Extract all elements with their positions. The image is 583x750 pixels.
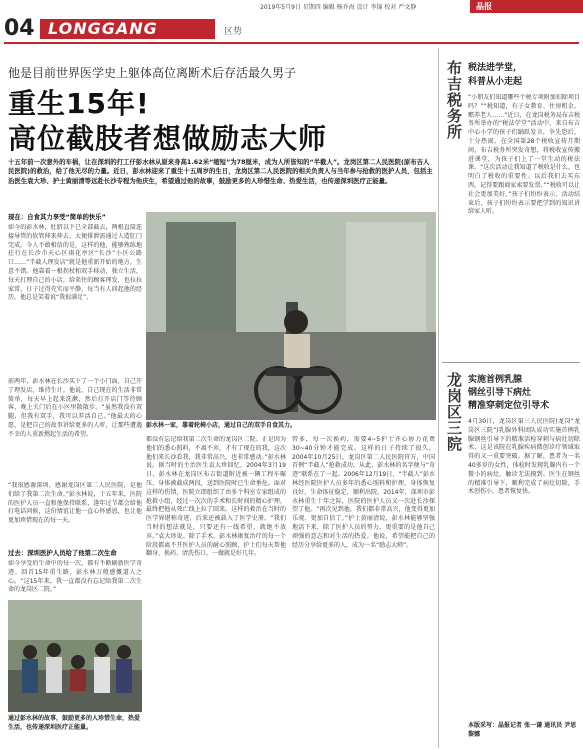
subhead-past: 过去：深圳医护人员给了他第二次生命 [8,549,117,557]
col1-para-d: 如今享受的生命中的每一次，都有不断刷新医学奇迹。回首15年重生路，彭水林万般感慨道人之心。“这15年来，我一直都没有忘记给我第二次生命的龙岗区二院。” [8,560,142,594]
photo-main [146,212,436,420]
col1-para-c: “我很感谢深圳，感谢龙岗区第二人民医院，是他们给了我第二次生命。”彭水林说，十五年来，医院的医护人员一直和他保持联系，逢年过节都会给他打电话问候，这份情谊让他一直心怀感恩，也让他更加珍惜现在的每一天。 [8,482,142,525]
subhead-present: 现在：自食其力享受“简单的快乐” [8,213,106,221]
sidebar-title-2c: 精准穿刺定位引导术 [468,401,550,411]
sidebar-label-1: 布吉税务所 [445,60,463,140]
page-number: 04 [4,16,35,41]
article-lead: 十五年前一次意外的车祸，让在深圳的打工仔彭水林从原来身高1.62米“缩短”为78厘米，成为人所皆知的“半截人”。龙岗区第二人民医院(原布吉人民医院)的救治，给了他无尽的力量。近日，彭水林迎来了重生十五周岁的生日，龙岗区第二人民医院的相关负责人与当年参与抢救的医护人员，包括主治医生袁大珍、护士黄丽清等远赴长沙专程为他庆生，希望通过他的故事，鼓励更多的人珍惜生命、热爱生活，也传递深圳医疗正能量。 [8,158,433,185]
sidebar-title-1a: 税法进学堂， [468,63,523,73]
photo-group-caption: 通过彭水林的故事，鼓励更多的人珍惜生命，热爱生活，也传递深圳医疗正能量。 [8,715,141,731]
col1-para-a: 如今的彭水林，肚脐以下已全部截去，两根直筒连接导管的软管伸来伸去，大便排泄需通过人造肛门完成。今人不敢相信的是，这样的他，能够熟练地拄行在长沙市天心区雨花亭区“长沙”小区公路口……“半截人理发店”就是他重新开始的地方，生意不错。他靠着一根拐杖和双手移动，独立生活，每天打理自己的小店，给来往的顾客理发，也拉拉家常，日子过得充实而平静。每当有人问起他的经历，他总是笑着说“我很满足”。 [8,224,142,302]
section-title: LONGGANG [48,19,158,38]
sidebar-title-2b: 钢丝引导下病灶 [468,388,532,398]
col3-text: 管多，每一次换药，需要4~5护士齐心协力花费30~40分钟才能完成。这样的日子持续了很久。2004年10月25日，龙岗区第二人民医院官方，中国首例“半截人”抢救成功。从此，彭水林的名字便与“奇迹”联系在了一起。2006年12月19日，“半截人”彭水林经医院医护人员多年的悉心照料和护理，身体恢复良好，生命体征稳定，顺利出院。2014年，深圳市彭水林重生十年之际，医院的医护人员又一次赴长沙探望了他。“再次见到他，我们都非常高兴，他变得更加乐观、更加自信了。”护士黄丽清说，彭水林能够坚强地活下来，除了医护人员的努力，更重要的是他自己顽强的意志和对生活的热爱。他说，希望能把自己的经历分享给更多的人，成为一名“励志大师”。 [292,436,435,549]
headline-line-1: 重生15年! [8,87,150,120]
col1-para-b: 前两年，彭水林在长沙买下了一个小门面，自己开了理发店，维持生计。他说，自己现在的生活非常简单，每天早上起来洗漱，然后打开店门等待顾客，晚上关门后在小区里散散步。“虽然我没有双腿，但我有双手，我可以养活自己。”他最大的心愿，是把自己的故事讲给更多的人听，让那些遭遇不幸的人重新燃起生活的希望。 [8,378,142,438]
issue-info: 2019年5月9日 星期四 编辑 杨乔海 设计 李锦 校对 严文静 [260,4,417,11]
newspaper-badge: 晶报 [470,0,583,13]
sidebar-title-2a: 实施首例乳腺 [468,375,523,385]
photo-main-caption: 彭水林一家，靠着轮椅小店，通过自己的双手自食其力。 [146,422,297,429]
col2-text: 都没有忘记给我第二次生命的龙岗区二院。正是因为他们的悉心照料，不离不弃，才有了现在的我，这次他们来长沙看我，我非常高兴，也非常感动。”彭水林说。据当时的主治医生袁大珍回忆，2004年3月19日，彭水林在龙岗区布吉街道附近被一辆工程车碾压，身体被截成两段，送到医院时已生命垂危。面对这样的伤情，医院立即组织了由多个科室专家组成的抢救小组，经过一次次的手术和长时间的精心护理，最终把他从死亡线上拉了回来。这样的救治在当时的医学界堪称奇迹，后来还被载入了医学史册。“我们当时的想法就是，只要还有一线希望，就绝不放弃。”袁大珍说。除了手术，彭水林康复治疗的每一个阶段都离不开医护人员的耐心照顾，护士们每天帮他翻身、换药、清洗伤口，一做就是好几年。 [146,436,286,558]
section-subtitle: 区势 [224,27,243,37]
sidebar-body-2: 4月30日，龙岗区第三人民医院(龙岗“龙岗区三院”)乳腺外科团队成功实施首例乳腺钢丝引导下的精准活检穿刺与病灶切除术，这是该院在乳腺疾病微创诊疗领域取得的又一重要突破。据了解，患者为一名40多岁的女性，体检时发现乳腺内有一个微小的病灶，触诊无法摸到。医生在钢丝的精准引导下，顺利完成了病灶切除，手术创伤小，患者恢复快。 [468,418,580,496]
masthead-rule [4,42,579,44]
sidebar-label-2: 龙岗区三院 [445,372,463,452]
sidebar-body-1: “小朋友们知道哪些个税专项附加扣除项目吗？”“税知道，有子女教育、住房租金，赡养老人……”近日，在龙岗税务局布吉税务所举办的“税法学堂”活动中，来自布吉中心小学的孩子们踊跃发言，争先恐后，十分热闹。在全国第28个税收宣传月期间，布吉税务所突发奇想，将税收宣传搬进课堂，为孩子们上了一堂生动的税法课。“这次活动让我知道了税收是什么，也明白了税收的重要性。以后我们去买东西，记得要跟商家索要发票。”“税收可以让社会更加美好。”孩子们纷纷表示。活动结束后，孩子们纷纷表示要把学到的知识讲给家人听。 [468,94,580,216]
group-photo-image [8,600,142,712]
sidebar-title-1b: 科普从小走起 [468,77,523,87]
article-kicker: 他是目前世界医学史上躯体高位离断术后存活最久男子 [8,66,297,80]
headline-line-2: 高位截肢者想做励志大师 [8,122,328,155]
sidebar-divider [438,48,439,748]
main-photo-image [146,212,436,420]
sidebar-footer: 本版采写：晶报记者 张一谦 通讯员 尹思 黎娜 [468,722,577,738]
sidebar-section-divider [442,362,580,363]
photo-group [8,600,142,712]
